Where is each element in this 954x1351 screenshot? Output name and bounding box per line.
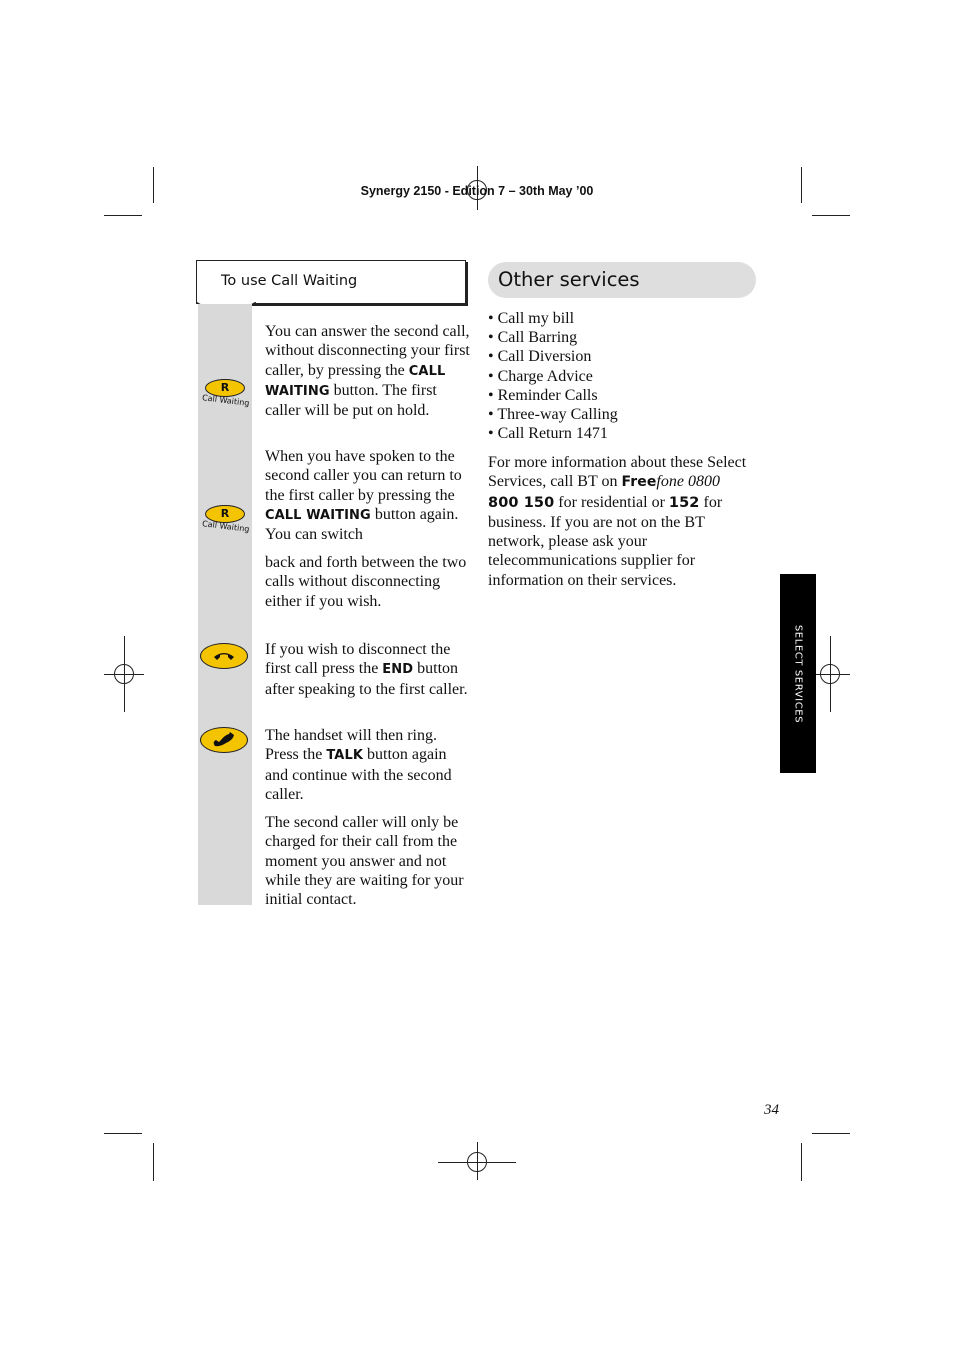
services-list xyxy=(488,309,618,443)
call-waiting-key-icon xyxy=(200,505,250,545)
list-item: • Call Barring xyxy=(488,329,578,347)
list-item: • Call Return 1471 xyxy=(488,425,608,443)
side-tab-label: SELECT SERVICES xyxy=(792,624,804,723)
text: button again and continue with the second caller. xyxy=(265,746,452,803)
call-waiting-keyword: CALL WAITING xyxy=(265,363,446,399)
crop-mark xyxy=(104,1133,142,1134)
r-key-letter: R xyxy=(205,379,245,397)
crop-mark xyxy=(153,1143,154,1181)
crop-mark xyxy=(812,1133,850,1134)
list-item: • Call Diversion xyxy=(488,348,592,366)
crop-mark xyxy=(812,215,850,216)
r-key-caption: Call Waiting xyxy=(201,393,250,408)
page-header: Synergy 2150 - Edition 7 – 30th May ’00 xyxy=(360,184,594,198)
paragraph xyxy=(265,447,470,544)
text: button after speaking to the first caller. xyxy=(265,660,468,698)
page-number: 34 xyxy=(764,1102,779,1118)
talk-keyword: TALK xyxy=(326,748,364,764)
end-call-icon xyxy=(200,643,248,669)
residential-number: 800 150 xyxy=(488,494,555,511)
talk-icon xyxy=(200,727,248,753)
text: You can answer the second call, without disconnecting your first caller, by pressing the xyxy=(265,323,470,379)
paragraph xyxy=(265,640,470,699)
paragraph xyxy=(265,553,470,611)
section-side-tab xyxy=(780,574,816,773)
text: When you have spoken to the second caller you can return to the first caller by pressing the xyxy=(265,448,462,504)
list-item: • Reminder Calls xyxy=(488,386,598,404)
text: If you wish to disconnect the first call press the xyxy=(265,641,451,678)
call-waiting-keyword: CALL WAITING xyxy=(265,507,371,523)
freefone-brand: Free xyxy=(621,474,657,491)
registration-line xyxy=(477,1142,478,1180)
business-number: 152 xyxy=(668,494,700,511)
other-services-heading-bar xyxy=(488,262,756,298)
text: for residential or xyxy=(554,493,669,511)
text: button again. You can switch xyxy=(265,505,459,544)
list-item: • Charge Advice xyxy=(488,367,593,385)
text: back and forth between the two calls without disconnecting either if you wish. xyxy=(265,554,467,610)
freefone-brand-suffix: fone xyxy=(656,473,684,491)
freefone-prefix: 0800 xyxy=(683,473,720,491)
list-item: • Three-way Calling xyxy=(488,406,618,424)
text: The second caller will only be charged for their call from the moment you answer and not while they are waiting for your initial contact. xyxy=(265,814,464,909)
r-key-caption: Call Waiting xyxy=(201,519,250,534)
list-item: • Call my bill xyxy=(488,310,575,327)
paragraph xyxy=(265,813,470,909)
text: for business. If you are not on the BT network, please ask your telecommunications supplier for information on their services. xyxy=(488,493,723,589)
text: The handset will then ring. Press the xyxy=(265,727,437,764)
info-paragraph xyxy=(488,453,754,590)
r-key-letter: R xyxy=(205,505,245,523)
registration-line xyxy=(830,636,831,712)
section-heading: To use Call Waiting xyxy=(221,273,358,289)
call-waiting-key-icon xyxy=(200,379,250,419)
text: button. The first caller will be put on hold. xyxy=(265,381,437,420)
crop-mark xyxy=(104,215,142,216)
text: For more information about these Select Services, call BT on xyxy=(488,454,747,491)
end-keyword: END xyxy=(382,662,414,678)
paragraph xyxy=(265,726,470,804)
paragraph xyxy=(265,322,470,420)
section-heading-box xyxy=(196,260,466,304)
crop-mark xyxy=(801,1143,802,1181)
other-services-heading: Other services xyxy=(498,268,640,291)
registration-line xyxy=(124,636,125,712)
